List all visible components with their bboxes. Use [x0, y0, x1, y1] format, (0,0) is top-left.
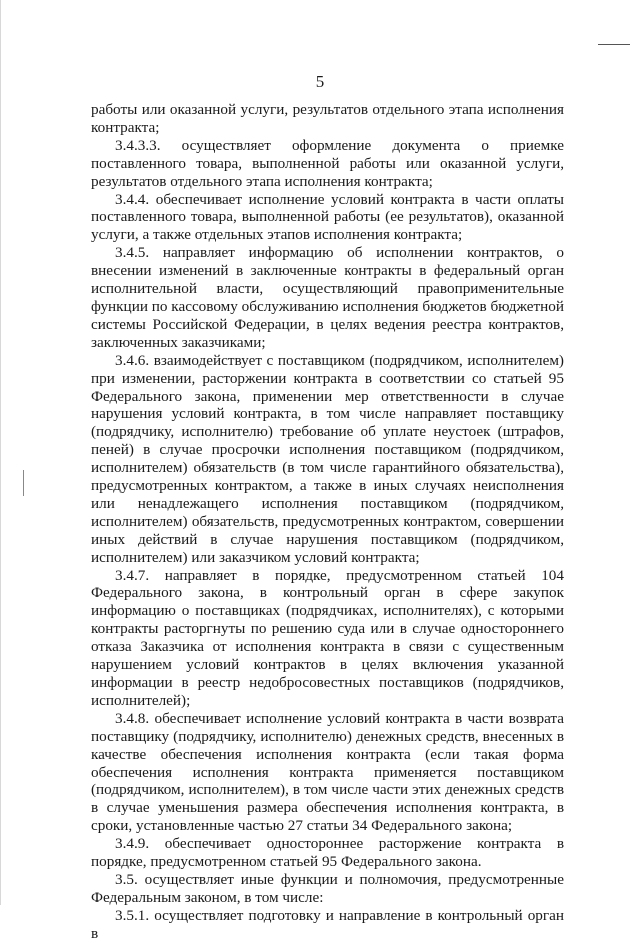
paragraph: 3.4.6. взаимодействует с поставщиком (подрядчиком, исполнителем) при изменении, расторжении контракта в соответствии со статьей 95 Федерального закона, применении мер ответственности в случае нарушения условий контракта, в том числе направляет поставщику (подрядчику, исполнителю) требование об уплате неустоек (штрафов, пеней) в случае просрочки исполнения поставщиком (подрядчиком, исполнителем) обязательств (в том числе гарантийного обязательства), предусмотренных контрактом, а также в иных случаях неисполнения или ненадлежащего исполнения поставщиком (подрядчиком, исполнителем) обязательств, предусмотренных контрактом, совершении иных действий в случае нарушения поставщиком (подрядчиком, исполнителем) или заказчиком условий контракта; [91, 351, 564, 566]
page-number: 5 [315, 72, 325, 91]
scan-mark [598, 44, 630, 45]
paragraph: 3.5. осуществляет иные функции и полномочия, предусмотренные Федеральным законом, в том числе: [91, 870, 564, 906]
scan-mark [23, 470, 24, 496]
paragraph: работы или оказанной услуги, результатов отдельного этапа исполнения контракта; [91, 101, 564, 136]
paragraph: 3.4.5. направляет информацию об исполнении контрактов, о внесении изменений в заключенные контракты в федеральный орган исполнительной власти, осуществляющий правоприменительные функции по кассовому обслуживанию исполнения бюджетов бюджетной системы Российской Федерации, в целях ведения реестра контрактов, заключенных заказчиками; [91, 244, 564, 351]
paragraph: 3.4.4. обеспечивает исполнение условий контракта в части оплаты поставленного товара, выполненной работы (ее результатов), оказанной услуги, а также отдельных этапов исполнения контракта; [91, 190, 564, 244]
paragraph: 3.5.1. осуществляет подготовку и направление в контрольный орган в [91, 906, 564, 942]
paragraph: 3.4.3.3. осуществляет оформление документа о приемке поставленного товара, выполненной работы или оказанной услуги, результатов отдельного этапа исполнения контракта; [91, 136, 564, 190]
paragraph: 3.4.9. обеспечивает одностороннее расторжение контракта в порядке, предусмотренном статьей 95 Федерального закона. [91, 835, 564, 871]
document-body [91, 101, 564, 943]
paragraph: 3.4.7. направляет в порядке, предусмотренном статьей 104 Федерального закона, в контрольный орган в сфере закупок информацию о поставщиках (подрядчиках, исполнителях), с которыми контракты расторгнуты по решению суда или в случае одностороннего отказа Заказчика от исполнения контракта в связи с существенным нарушением условий контрактов в целях включения указанной информации в реестр недобросовестных поставщиков (подрядчиков, исполнителей); [91, 566, 564, 709]
paragraph: 3.4.8. обеспечивает исполнение условий контракта в части возврата поставщику (подрядчику, исполнителю) денежных средств, внесенных в качестве обеспечения исполнения контракта (если такая форма обеспечения исполнения контракта применяется поставщиком (подрядчиком, исполнителем), в том числе части этих денежных средств в случае уменьшения размера обеспечения исполнения контракта, в сроки, установленные частью 27 статьи 34 Федерального закона; [91, 709, 564, 835]
